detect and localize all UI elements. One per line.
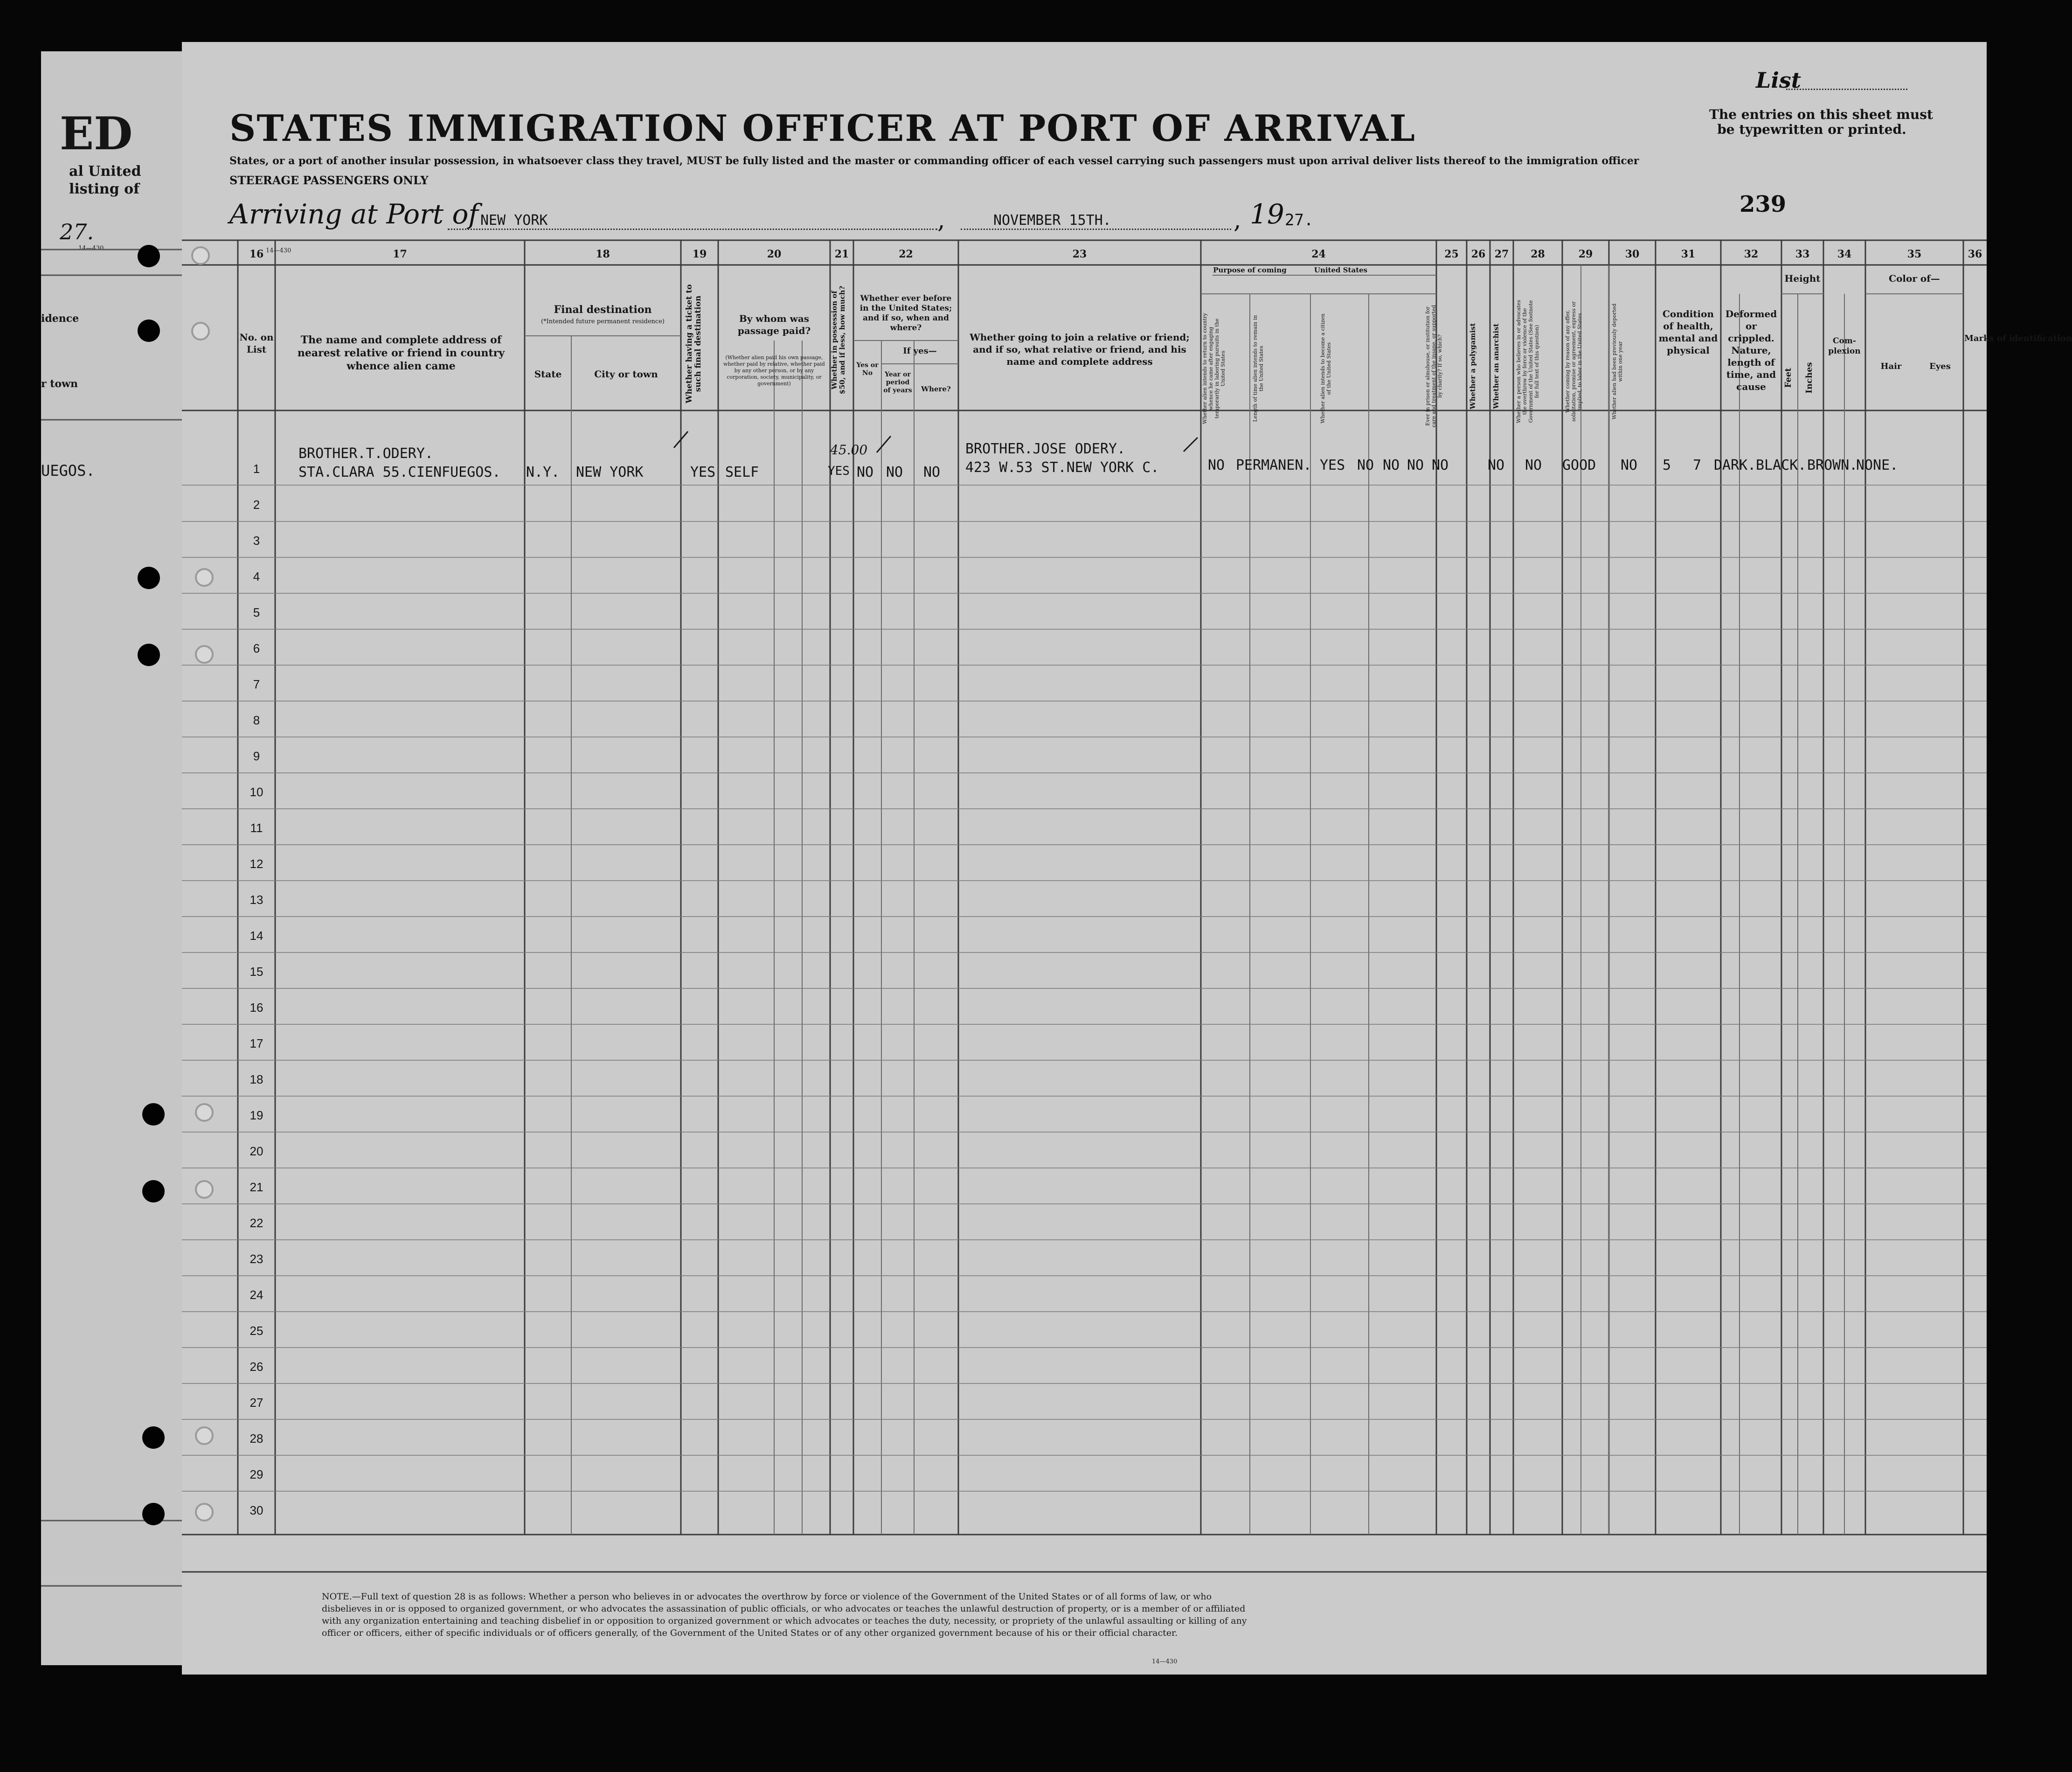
row-number: 20 (249, 1144, 263, 1158)
col-num-21: 21 (834, 248, 849, 260)
entry-money: YES (828, 464, 850, 478)
col-num-29: 29 (1578, 248, 1593, 260)
row-number: 21 (249, 1180, 263, 1194)
row-number: 27 (249, 1396, 263, 1410)
entry-money-handwritten: 45.00 (830, 442, 868, 458)
entry-relative-line1: BROTHER.T.ODERY. (298, 445, 433, 462)
header-q29: Whether coming by reason of any offer, solicitation, promise or agreement, express or implied, to labor in the United States (1565, 301, 1583, 422)
row-number: 30 (249, 1503, 263, 1517)
header-eyes: Eyes (1929, 361, 1951, 371)
col-num-22: 22 (899, 248, 913, 260)
entry-relative-line2: STA.CLARA 55.CIENFUEGOS. (298, 464, 501, 480)
col-num-26: 26 (1471, 248, 1486, 260)
entry-inches: 7 (1693, 457, 1702, 473)
entry-eyes: BROWN. (1807, 457, 1858, 473)
header-final-destination-note: (*Intended future permanent residence) (541, 318, 665, 325)
header-before-us: Whether ever before in the United States; and if so, when and where? (859, 294, 952, 333)
header-health: Condition of health, mental and physical (1658, 308, 1718, 356)
entry-marks: NONE. (1856, 457, 1899, 473)
row-number: 8 (253, 713, 260, 727)
row-number: 26 (249, 1360, 263, 1374)
date-comma: , (1233, 206, 1241, 234)
header-prison: Ever in prison or almshouse, or institution for care and treatment of the insane, or supported by charity? If so, which? (1425, 305, 1443, 428)
entry-q30: NO (1525, 457, 1542, 473)
header-no-on-list: No. on List (239, 332, 274, 355)
previous-page-line1: al United (69, 163, 141, 180)
binder-hole (142, 1503, 165, 1525)
binder-ring (195, 1103, 214, 1122)
arriving-label: Arriving at Port of (229, 198, 478, 230)
manifest-sheet (182, 42, 2072, 1675)
header-ticket: Whether having a ticket to such final destination (685, 284, 703, 403)
header-if-yes: If yes— (903, 346, 937, 356)
header-city: City or town (594, 368, 658, 380)
binder-hole (138, 245, 160, 267)
header-feet: Feet (1783, 368, 1793, 388)
entry-q29: NO (1488, 457, 1505, 473)
entry-length: PERMANEN. (1236, 457, 1312, 473)
previous-page-entry-fragment: UEGOS. (41, 462, 95, 479)
row-number: 4 (253, 570, 260, 584)
header-color-of: Color of— (1889, 273, 1940, 284)
col-num-32: 32 (1744, 248, 1759, 260)
row-number: 16 (249, 1001, 263, 1015)
row-number: 3 (253, 534, 260, 548)
row-number: 5 (253, 605, 260, 619)
entry-citizen: YES (1320, 457, 1345, 473)
year-prefix: 19 (1250, 198, 1284, 230)
col-num-33: 33 (1795, 248, 1810, 260)
col-num-23: 23 (1072, 248, 1087, 260)
binder-hole (142, 1426, 165, 1449)
header-purpose-return: Whether alien intends to return to country whence he came after engaging temporarily in laboring pursuits in the United States (1202, 313, 1226, 424)
header-money: Whether in possession of $50, and if less, how much? (830, 285, 846, 395)
header-state: State (534, 368, 562, 380)
header-q30: Whether alien had been previously deported within one year (1611, 303, 1623, 420)
header-united-states: United States (1314, 266, 1368, 274)
previous-page-formcode: 14—430 (78, 245, 104, 252)
binder-hole (138, 567, 160, 589)
binder-hole (138, 320, 160, 342)
port-value: NEW YORK (480, 212, 548, 229)
entry-q28: NO (1432, 457, 1449, 473)
row-number: 28 (249, 1431, 263, 1445)
entry-where: NO (923, 464, 941, 480)
header-formcode: 14—430 (266, 247, 291, 254)
header-marks: Marks of identification (1964, 334, 2072, 343)
entry-period: NO (886, 464, 903, 480)
header-purpose: Purpose of coming (1213, 266, 1287, 274)
col-num-31: 31 (1681, 248, 1696, 260)
header-passage-note: (Whether alien paid his own passage, whether paid by relative, whether paid by any other person, or by any corporation, society, municipality, or government) (723, 354, 825, 387)
footnote-question-28: NOTE.—Full text of question 28 is as follows: Whether a person who believes in or advocates the overthrow by force or violence of the Government of the United States or of all forms of law, or who disbelieves in or is opposed to organized government, or who advocates the assassination of public officials, or who advocates or teaches the unlawful destruction of property, or is a member of or affiliated with any organization entertaining and teaching disbelief in or opposition to organized government or which advocates or teaches the duty, necessity, or propriety of the unlawful assaulting or killing of any officer or officers, either of specific individuals or of officers generally, of the Government of the United States or of any other organized government because of his or their official character. (322, 1591, 1247, 1638)
binder-hole (142, 1103, 165, 1126)
entry-deformed: NO (1621, 457, 1638, 473)
col-num-16: 16 (249, 248, 264, 260)
header-purpose-citizen: Whether alien intends to become a citizen of the United States (1320, 313, 1332, 424)
col-num-20: 20 (767, 248, 782, 260)
list-label: List (1756, 68, 1801, 93)
col-num-28: 28 (1531, 248, 1545, 260)
col-num-30: 30 (1625, 248, 1640, 260)
row-number: 11 (250, 821, 263, 835)
entry-return: NO (1208, 457, 1225, 473)
entry-passage: SELF (725, 464, 759, 480)
previous-page-title-fragment: ED (60, 107, 133, 160)
header-where: Where? (921, 385, 951, 393)
port-comma: , (937, 206, 945, 234)
row-number: 1 (253, 462, 260, 476)
col-num-34: 34 (1837, 248, 1852, 260)
header-complexion: Com-plexion (1828, 336, 1861, 356)
row-number: 15 (249, 965, 263, 979)
previous-page-town-header: r town (41, 378, 78, 390)
entry-feet: 5 (1663, 457, 1671, 473)
binder-ring (195, 568, 214, 587)
binder-ring (195, 1503, 214, 1522)
col-num-27: 27 (1494, 248, 1509, 260)
row-number: 6 (253, 641, 260, 655)
binder-ring (191, 246, 210, 265)
entry-health: GOOD (1562, 457, 1596, 473)
page-number: 239 (1739, 191, 1787, 217)
binder-hole (142, 1180, 165, 1202)
previous-page-strip (41, 51, 186, 1665)
binder-ring (195, 645, 214, 664)
row-number: 14 (249, 929, 263, 943)
row-number: 13 (249, 893, 263, 907)
header-yes-no: Yes or No (856, 361, 879, 377)
header-polygamist: Whether a polygamist (1469, 323, 1477, 410)
row-number: 12 (249, 857, 263, 871)
previous-page-year: 27. (60, 219, 94, 244)
row-number: 29 (249, 1467, 263, 1481)
row-number: 9 (253, 749, 260, 763)
binder-ring (195, 1426, 214, 1445)
footer-formcode: 14—430 (1152, 1658, 1178, 1665)
header-deformed: Deformed or crippled. Nature, length of time, and cause (1725, 308, 1777, 392)
row-number: 22 (249, 1216, 263, 1230)
header-height: Height (1784, 273, 1821, 284)
header-final-destination: Final destination (554, 304, 652, 316)
binder-ring (191, 322, 210, 341)
header-joining: Whether going to join a relative or friend; and if so, what relative or friend, and his name and complete address (970, 332, 1190, 367)
date-value: NOVEMBER 15TH. (993, 212, 1111, 229)
row-number: 2 (253, 498, 260, 512)
entry-joining-line1: BROTHER.JOSE ODERY. (965, 441, 1126, 457)
entry-polygamist: NO (1383, 457, 1400, 473)
page-title: STATES IMMIGRATION OFFICER AT PORT OF ARRIVAL (229, 107, 1416, 150)
header-anarchist: Whether an anarchist (1492, 323, 1500, 409)
entry-before-us: NO (857, 464, 874, 480)
entry-hair: BLACK. (1756, 457, 1807, 473)
row-number: 17 (249, 1036, 263, 1050)
row-number: 18 (249, 1072, 263, 1086)
binder-ring (195, 1180, 214, 1199)
row-number: 10 (249, 785, 263, 799)
header-relative-abroad: The name and complete address of nearest relative or friend in country whence alien came (297, 334, 505, 372)
binder-hole (138, 644, 160, 666)
row-number: 25 (249, 1324, 263, 1338)
header-period: Year or period of years (883, 371, 912, 394)
entry-joining-line2: 423 W.53 ST.NEW YORK C. (965, 459, 1159, 476)
header-inches: Inches (1804, 362, 1814, 394)
col-num-17: 17 (393, 248, 407, 260)
entry-prison: NO (1357, 457, 1374, 473)
row-number: 7 (253, 677, 260, 691)
header-hair: Hair (1880, 361, 1902, 371)
header-q28: Whether a person who believes in or advocates the overthrow by force or violence of the Government of the United States (See footnote for full text of this question) (1516, 299, 1540, 424)
row-number: 24 (249, 1288, 263, 1302)
previous-page-line2: listing of (69, 181, 140, 197)
page-subtitle: States, or a port of another insular possession, in whatsoever class they travel, MUST be fully listed and the master or commanding officer of each vessel carrying such passengers must upon arrival deliver lists thereof to the immigration officer (229, 155, 1639, 167)
col-num-25: 25 (1444, 248, 1459, 260)
header-purpose-length: Length of time alien intends to remain in the United States (1252, 315, 1264, 422)
steerage-label: STEERAGE PASSENGERS ONLY (229, 174, 429, 187)
header-passage-paid: By whom was passage paid? (737, 313, 811, 336)
entry-complexion: DARK. (1714, 457, 1756, 473)
col-num-35: 35 (1907, 248, 1922, 260)
col-num-24: 24 (1311, 248, 1326, 260)
entries-note-line1: The entries on this sheet must (1709, 107, 1933, 122)
row-number: 19 (249, 1108, 263, 1122)
col-num-18: 18 (596, 248, 610, 260)
row-number: 23 (249, 1252, 263, 1266)
col-num-19: 19 (692, 248, 707, 260)
previous-page-lines (41, 51, 186, 1665)
col-num-36: 36 (1968, 248, 1982, 260)
previous-page-residence-header: idence (41, 313, 79, 325)
entry-ticket: YES (690, 464, 716, 480)
entry-city: NEW YORK (576, 464, 644, 480)
entry-state: N.Y. (526, 464, 560, 480)
entry-anarchist: NO (1407, 457, 1424, 473)
year-suffix: 27. (1285, 211, 1314, 229)
entries-note-line2: be typewritten or printed. (1717, 122, 1906, 137)
